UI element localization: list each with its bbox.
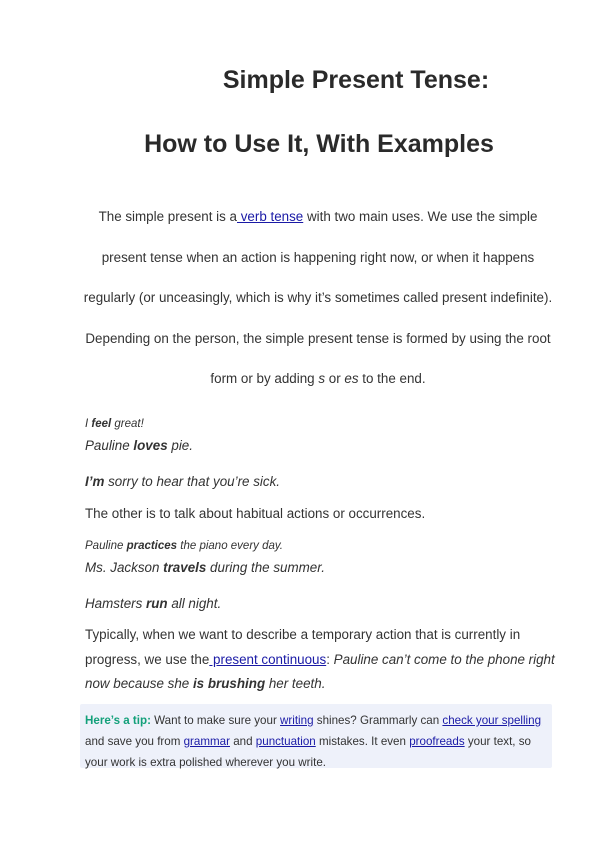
intro-paragraph bbox=[76, 197, 560, 400]
proofreads-link[interactable]: proofreads bbox=[409, 735, 465, 748]
intro-text: to the end. bbox=[358, 371, 426, 387]
example-text: sorry to hear that you’re sick. bbox=[104, 474, 280, 489]
tip-body: and save you from bbox=[85, 735, 184, 748]
example-sentence bbox=[85, 560, 325, 575]
example-text: Pauline bbox=[85, 540, 127, 552]
tip-body: your text, so your work is extra polished wherever you write. bbox=[85, 735, 531, 769]
writing-link[interactable]: writing bbox=[280, 714, 314, 727]
grammar-link[interactable]: grammar bbox=[183, 735, 230, 748]
page-title-line2: How to Use It, With Examples bbox=[144, 130, 494, 158]
example-verb: is brushing bbox=[192, 676, 266, 691]
verb-tense-link[interactable]: verb tense bbox=[237, 209, 304, 224]
tip-body: shines? Grammarly can bbox=[313, 714, 443, 727]
example-text: I bbox=[85, 418, 92, 430]
example-text: Pauline can’t come to the phone right now because she bbox=[85, 651, 555, 691]
tip-body: Want to make sure your bbox=[150, 714, 281, 727]
example-sentence bbox=[85, 596, 221, 611]
example-text: during the summer. bbox=[206, 560, 325, 575]
suffix-es: es bbox=[344, 371, 359, 387]
example-text: Ms. Jackson bbox=[85, 560, 164, 575]
check-spelling-link[interactable]: check your spelling bbox=[442, 714, 542, 727]
tip-body: and bbox=[230, 735, 256, 748]
habitual-paragraph: The other is to talk about habitual actions or occurrences. bbox=[85, 506, 426, 521]
tip-label: Here’s a tip: bbox=[85, 714, 151, 727]
paragraph-text: : bbox=[326, 651, 334, 667]
tip-text bbox=[85, 710, 549, 773]
intro-text: or bbox=[325, 371, 345, 387]
example-verb: run bbox=[146, 596, 168, 611]
example-text: pie. bbox=[167, 438, 193, 453]
example-sentence bbox=[85, 438, 193, 453]
intro-text: The simple present is a bbox=[98, 209, 237, 224]
example-verb: feel bbox=[91, 418, 112, 430]
example-text: the piano every day. bbox=[177, 540, 283, 552]
example-verb: loves bbox=[133, 438, 168, 453]
punctuation-link[interactable]: punctuation bbox=[255, 735, 316, 748]
tip-box bbox=[80, 704, 552, 768]
paragraph-text: Typically, when we want to describe a temporary action that is currently in progress, we use the bbox=[85, 627, 521, 667]
intro-text: with two main uses. We use the simple present tense when an action is happening right now, or when it happens regularly (or unceasingly, which is why it’s sometimes called present indefinite). Depending on the person, the simple present tense is formed by using the root form or by adding bbox=[83, 209, 553, 387]
example-sentence bbox=[85, 418, 144, 430]
suffix-s: s bbox=[318, 371, 326, 387]
present-continuous-link[interactable]: present continuous bbox=[209, 651, 327, 667]
example-text: Pauline bbox=[85, 438, 134, 453]
example-sentence bbox=[85, 474, 280, 489]
tip-body: mistakes. It even bbox=[315, 735, 410, 748]
example-text: great! bbox=[111, 418, 144, 430]
example-text: all night. bbox=[167, 596, 222, 611]
example-text: her teeth. bbox=[265, 676, 326, 691]
temporary-paragraph bbox=[85, 623, 555, 697]
page-title-line1: Simple Present Tense: bbox=[222, 66, 490, 94]
example-sentence bbox=[85, 540, 283, 552]
example-verb: travels bbox=[163, 560, 207, 575]
example-text: Hamsters bbox=[85, 596, 147, 611]
example-verb: practices bbox=[126, 540, 178, 552]
example-verb: I’m bbox=[85, 474, 105, 489]
